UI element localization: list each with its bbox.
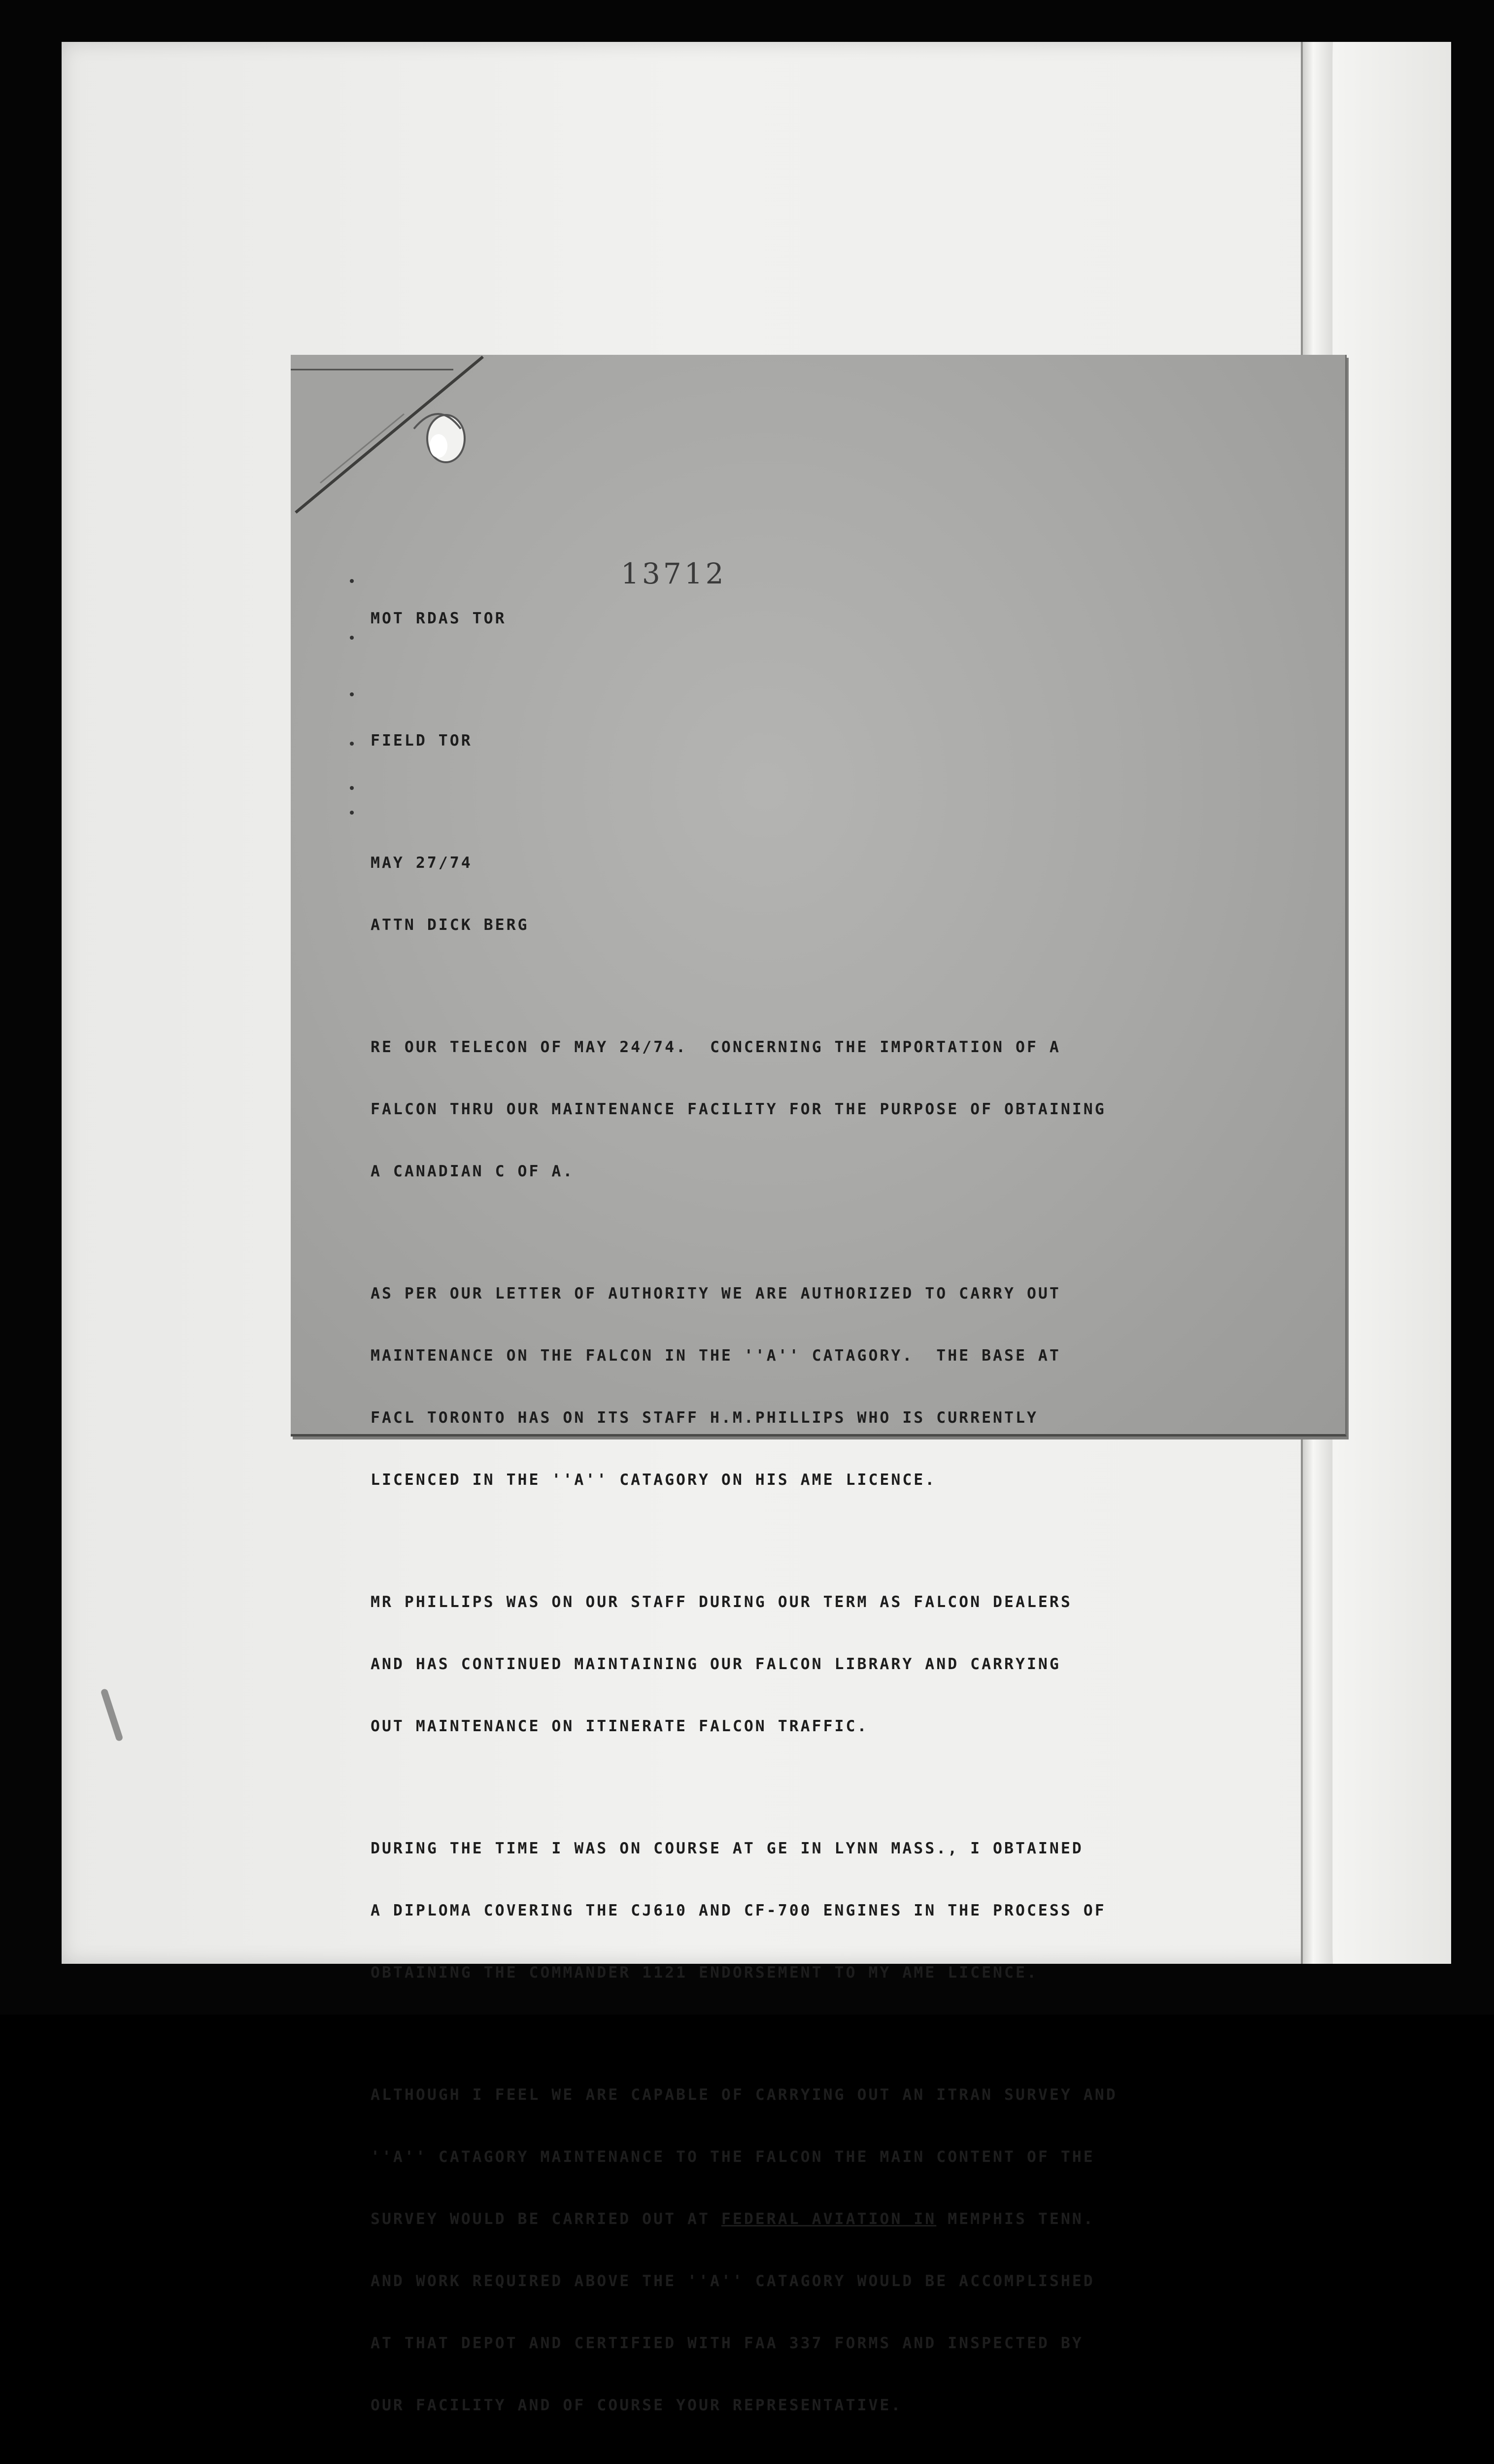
paragraph-3-line-2: AND HAS CONTINUED MAINTAINING OUR FALCON LIBRARY AND CARRYING bbox=[371, 1655, 1061, 1673]
paragraph-5-line-3 bbox=[371, 2209, 1336, 2229]
margin-punch-marks bbox=[350, 579, 360, 1121]
paragraph-2-line-4: LICENCED IN THE ''A'' CATAGORY ON HIS AME LICENCE. bbox=[371, 1471, 937, 1489]
attention-line: ATTN DICK BERG bbox=[371, 916, 529, 934]
paragraph-4-line-3: OBTAINING THE COMMANDER 1121 ENDORSEMENT TO MY AME LICENCE. bbox=[371, 1964, 1038, 1982]
paragraph-5-line-5: AT THAT DEPOT AND CERTIFIED WITH FAA 337 FORMS AND INSPECTED BY bbox=[371, 2334, 1084, 2352]
paragraph-4-line-1: DURING THE TIME I WAS ON COURSE AT GE IN LYNN MASS., I OBTAINED bbox=[371, 1840, 1084, 1857]
paragraph-2-line-1: AS PER OUR LETTER OF AUTHORITY WE ARE AUTHORIZED TO CARRY OUT bbox=[371, 1285, 1061, 1302]
paragraph-2-line-3: FACL TORONTO HAS ON ITS STAFF H.M.PHILLIPS WHO IS CURRENTLY bbox=[371, 1409, 1038, 1427]
paragraph-3-line-1: MR PHILLIPS WAS ON OUR STAFF DURING OUR TERM AS FALCON DEALERS bbox=[371, 1593, 1072, 1611]
paragraph-1-line-1: RE OUR TELECON OF MAY 24/74. CONCERNING THE IMPORTATION OF A bbox=[371, 1038, 1061, 1056]
routing-from: FIELD TOR bbox=[371, 732, 473, 750]
paragraph-5-line-2: ''A'' CATAGORY MAINTENANCE TO THE FALCON THE MAIN CONTENT OF THE bbox=[371, 2148, 1095, 2166]
smudge-mark bbox=[100, 1688, 123, 1742]
mounting-page bbox=[62, 42, 1451, 2414]
paragraph-2-line-2: MAINTENANCE ON THE FALCON IN THE ''A'' CATAGORY. THE BASE AT bbox=[371, 1347, 1061, 1365]
serial-number: 13712 bbox=[621, 557, 727, 590]
paragraph-5-line-4: AND WORK REQUIRED ABOVE THE ''A'' CATAGORY WOULD BE ACCOMPLISHED bbox=[371, 2272, 1095, 2290]
line-3-start: SURVEY WOULD BE CARRIED OUT AT bbox=[371, 2210, 721, 2228]
underlined-federal-aviation: FEDERAL AVIATION IN bbox=[721, 2210, 937, 2228]
telex-sheet bbox=[291, 355, 1347, 2414]
message-date: MAY 27/74 bbox=[371, 854, 473, 872]
telex-body bbox=[371, 567, 1336, 2464]
line-3-end: MEMPHIS TENN. bbox=[936, 2210, 1095, 2228]
adjacent-page-strip bbox=[1333, 42, 1451, 1964]
paragraph-1-line-2: FALCON THRU OUR MAINTENANCE FACILITY FOR THE PURPOSE OF OBTAINING bbox=[371, 1100, 1106, 1118]
folded-corner bbox=[291, 355, 488, 517]
paragraph-5-line-6: OUR FACILITY AND OF COURSE YOUR REPRESENTATIVE. bbox=[371, 2396, 903, 2414]
paragraph-5-line-1: ALTHOUGH I FEEL WE ARE CAPABLE OF CARRYING OUT AN ITRAN SURVEY AND bbox=[371, 2086, 1118, 2104]
paragraph-1-line-3: A CANADIAN C OF A. bbox=[371, 1163, 575, 1180]
routing-to: MOT RDAS TOR bbox=[371, 610, 507, 627]
paragraph-4-line-2: A DIPLOMA COVERING THE CJ610 AND CF-700 ENGINES IN THE PROCESS OF bbox=[371, 1902, 1106, 1919]
paragraph-3-line-3: OUT MAINTENANCE ON ITINERATE FALCON TRAFFIC. bbox=[371, 1717, 869, 1735]
